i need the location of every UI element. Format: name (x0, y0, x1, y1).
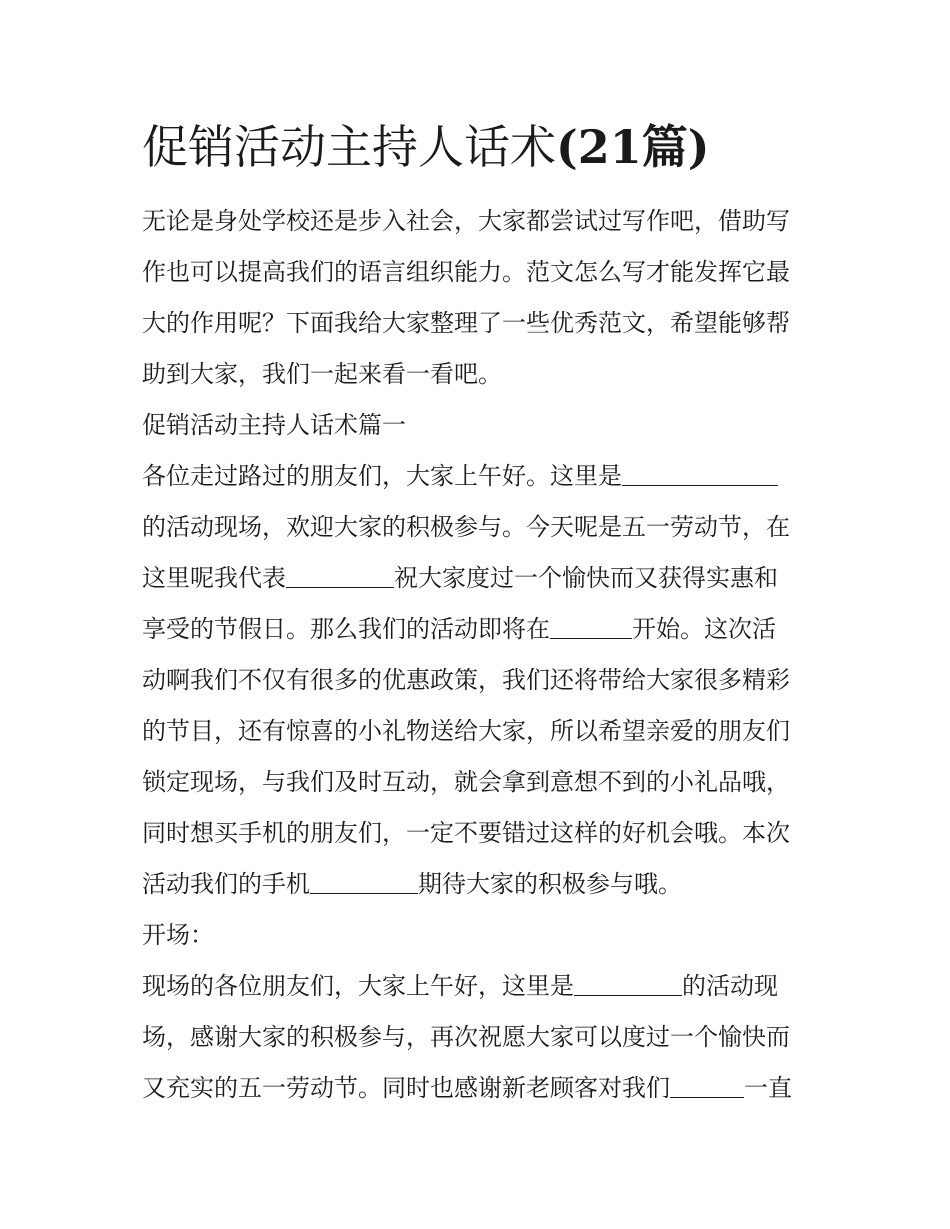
paragraph-line (142, 553, 812, 604)
fill-in-blank (550, 608, 632, 639)
text-run: 这里呢我代表 (142, 564, 286, 592)
fill-in-blank (574, 965, 682, 996)
document-page (142, 118, 812, 1114)
paragraph-line (142, 1063, 812, 1114)
fill-in-blank (286, 557, 394, 588)
text-run: 活动我们的手机 (142, 870, 310, 898)
text-run: 开始。这次活 (632, 615, 776, 643)
fill-in-blank (310, 863, 418, 894)
intro-paragraph (142, 196, 812, 400)
document-title (142, 118, 812, 176)
text-run: 现场的各位朋友们，大家上午好，这里是 (142, 972, 574, 1000)
fill-in-blank (670, 1067, 744, 1098)
title-count: (21篇) (556, 120, 710, 174)
paragraph-line: 的活动现场，欢迎大家的积极参与。今天呢是五一劳动节，在 (142, 513, 790, 541)
paragraph-line (142, 961, 812, 1012)
paragraph-line: 动啊我们不仅有很多的优惠政策，我们还将带给大家很多精彩 (142, 666, 790, 694)
paragraph-line: 同时想买手机的朋友们，一定不要错过这样的好机会哦。本次 (142, 819, 790, 847)
paragraph-one (142, 451, 812, 910)
paragraph-two (142, 961, 812, 1114)
intro-line: 无论是身处学校还是步入社会，大家都尝试过写作吧，借助写 (142, 207, 790, 235)
paragraph-line: 锁定现场，与我们及时互动，就会拿到意想不到的小礼品哦， (142, 768, 790, 796)
intro-line: 作也可以提高我们的语言组织能力。范文怎么写才能发挥它最 (142, 258, 790, 286)
text-run: 各位走过路过的朋友们，大家上午好。这里是 (142, 462, 622, 490)
paragraph-line (142, 859, 812, 910)
opening-label: 开场： (142, 921, 214, 949)
title-text: 促销活动主持人话术 (142, 120, 556, 174)
text-run: 又充实的五一劳动节。同时也感谢新老顾客对我们 (142, 1074, 670, 1102)
text-run: 一直 (744, 1074, 792, 1102)
paragraph-line (142, 451, 812, 502)
section-heading: 促销活动主持人话术篇一 (142, 411, 406, 439)
text-run: 期待大家的积极参与哦。 (418, 870, 682, 898)
paragraph-line (142, 604, 812, 655)
text-run: 的活动现 (682, 972, 778, 1000)
intro-line: 大的作用呢？下面我给大家整理了一些优秀范文，希望能够帮 (142, 309, 790, 337)
text-run: 祝大家度过一个愉快而又获得实惠和 (394, 564, 778, 592)
fill-in-blank (622, 455, 778, 486)
paragraph-line: 场，感谢大家的积极参与，再次祝愿大家可以度过一个愉快而 (142, 1023, 790, 1051)
paragraph-line: 的节目，还有惊喜的小礼物送给大家，所以希望亲爱的朋友们 (142, 717, 790, 745)
intro-line: 助到大家，我们一起来看一看吧。 (142, 360, 502, 388)
text-run: 享受的节假日。那么我们的活动即将在 (142, 615, 550, 643)
